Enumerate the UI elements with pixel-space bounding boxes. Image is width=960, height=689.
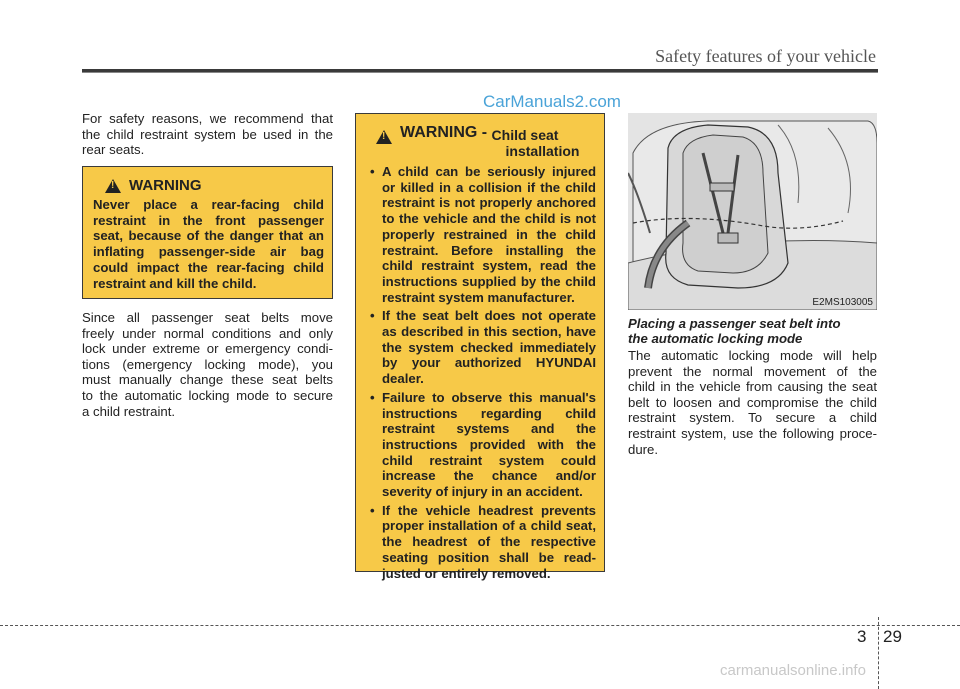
bullet-dot: •: [370, 389, 375, 405]
warning-subtitle-line: Child seat: [491, 127, 559, 143]
intro-line: the child restraint system be used in the: [82, 126, 333, 142]
warning-line: instructions supplied by the child: [382, 273, 596, 289]
body-line: must manually change these seat belts: [82, 372, 333, 388]
body-line: restraint system, use the following proce-: [628, 425, 877, 441]
warning-line: restraint system manufacturer.: [382, 289, 575, 305]
body-line: lock under extreme or emergency condi-: [82, 341, 333, 357]
warning-line: instructions regarding child: [382, 405, 596, 421]
figure-code: E2MS103005: [812, 297, 873, 308]
warning-line: or killed in a collision if the child: [382, 179, 596, 195]
warning-title: WARNING: [129, 177, 202, 194]
warning-triangle-icon: [105, 179, 121, 193]
caption-line: Placing a passenger seat belt into: [628, 316, 841, 331]
body-line: restraint system. To secure a child: [628, 410, 877, 426]
warning-bullet-list: [366, 164, 596, 581]
body-line: freely under normal conditions and only: [82, 325, 333, 341]
bullet-dot: •: [370, 502, 375, 518]
warning-bullet: [366, 503, 596, 582]
warning-title-row: [376, 124, 596, 159]
intro-line: rear seats.: [82, 142, 145, 158]
warning-line: A child can be seriously injured: [382, 164, 596, 179]
body-line: a child restraint.: [82, 403, 176, 419]
body-paragraph-left: [82, 310, 333, 419]
warning-line: child restraint system, read the: [382, 258, 596, 274]
header-rule-thin: [82, 72, 878, 73]
warning-line: seating position shall be read-: [382, 549, 596, 565]
warning-text-left: [93, 197, 324, 291]
warning-line: severity of injury in an accident.: [382, 484, 583, 500]
watermark-bottom[interactable]: carmanualsonline.info: [720, 662, 866, 679]
body-line: The automatic locking mode will help: [628, 348, 877, 363]
body-line: dure.: [628, 441, 659, 457]
warning-line: justed or entirely removed.: [382, 565, 551, 581]
section-header-title: Safety features of your vehicle: [655, 46, 876, 66]
warning-triangle-icon: [376, 130, 392, 144]
warning-bullet: [366, 308, 596, 387]
body-line: belt to loosen and compromise the child: [628, 394, 877, 410]
body-paragraph-right: [628, 348, 877, 457]
body-line: to the automatic locking mode to secure: [82, 387, 333, 403]
warning-line: restraint systems and the: [382, 421, 596, 437]
child-seat-drawing: [628, 113, 877, 310]
section-caption: [628, 316, 841, 346]
child-seat-illustration: [628, 113, 877, 310]
warning-line: Failure to observe this manual's: [382, 389, 596, 405]
footer-rule: [0, 625, 960, 626]
warning-line: dealer.: [382, 371, 424, 387]
warning-line: seat, because of the danger that an: [93, 228, 324, 244]
warning-line: as described in this section, have: [382, 324, 596, 340]
warning-subtitle-line: installation: [505, 143, 580, 159]
warning-box-child-seat: [355, 113, 605, 581]
warning-line: If the seat belt does not operate: [382, 308, 596, 324]
warning-line: restraint and kill the child.: [93, 275, 257, 291]
warning-line: If the vehicle headrest prevents: [382, 502, 596, 518]
footer-divider: [878, 617, 879, 689]
warning-line: inflating passenger-side air bag: [93, 244, 324, 260]
warning-bullet: [366, 390, 596, 500]
warning-title: WARNING -: [400, 124, 492, 141]
warning-line: proper installation of a child seat,: [382, 518, 596, 534]
warning-line: instructions provided with the: [382, 436, 596, 452]
warning-line: restraint is not properly anchored: [382, 195, 596, 211]
warning-line: the system checked immediately: [382, 339, 596, 355]
chapter-number: 3: [857, 627, 867, 646]
warning-line: increase the chance and/or: [382, 468, 596, 484]
body-line: child in the vehicle from causing the seat: [628, 379, 877, 395]
warning-title-row: [105, 177, 324, 194]
warning-line: restraint in the front passenger: [93, 212, 324, 228]
page-number: 29: [883, 627, 902, 646]
warning-line: Never place a rear-facing child: [93, 197, 324, 212]
bullet-dot: •: [370, 308, 375, 324]
intro-paragraph: [82, 111, 333, 158]
warning-bullet: [366, 164, 596, 305]
warning-box-left: [82, 166, 333, 299]
caption-line: the automatic locking mode: [628, 331, 803, 346]
intro-line: For safety reasons, we recommend that: [82, 111, 333, 126]
bullet-dot: •: [370, 164, 375, 179]
warning-subtitle: [492, 124, 580, 159]
warning-line: to the vehicle and the child is not: [382, 211, 596, 227]
body-line: Since all passenger seat belts move: [82, 310, 333, 325]
warning-line: the headrest of the respective: [382, 534, 596, 550]
warning-line: restraint. Before installing the: [382, 242, 596, 258]
warning-line: could impact the rear-facing child: [93, 259, 324, 275]
warning-line: by your authorized HYUNDAI: [382, 355, 596, 371]
body-line: tions (emergency locking mode), you: [82, 356, 333, 372]
warning-line: properly restrained in the child: [382, 226, 596, 242]
watermark-top[interactable]: CarManuals2.com: [483, 92, 621, 111]
warning-line: child restraint system could: [382, 452, 596, 468]
body-line: prevent the normal movement of the: [628, 363, 877, 379]
